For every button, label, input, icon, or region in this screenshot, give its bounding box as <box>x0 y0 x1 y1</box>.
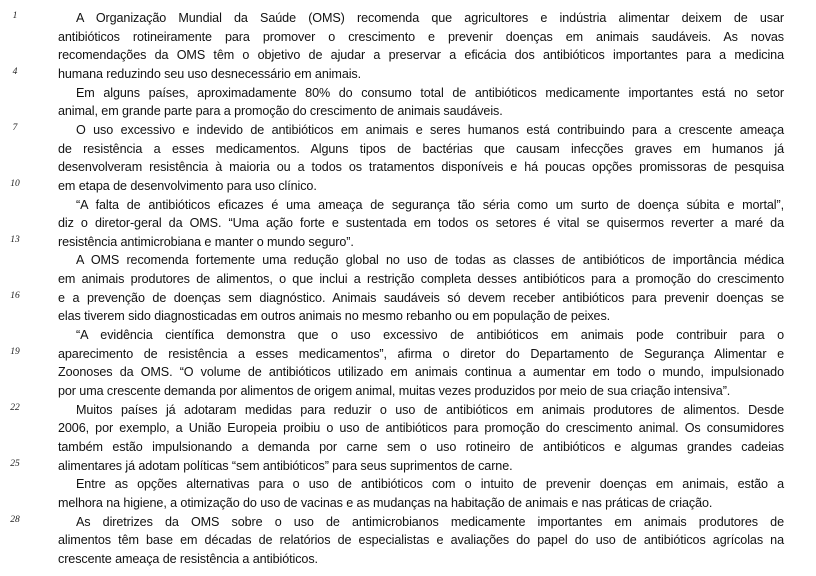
text-line <box>0 214 816 233</box>
text-line <box>0 233 816 252</box>
line-number: 28 <box>10 514 20 525</box>
line-text: recomendações da OMS têm o objetivo de ajudar a preservar a eficácia dos antibióticos importantes para a medicina <box>58 48 784 63</box>
text-line <box>0 382 816 401</box>
line-text: 2006, por exemplo, a União Europeia proibiu o uso de antibióticos para promoção do crescimento animal. Os consumidores <box>58 421 784 436</box>
line-text: e a prevenção de doenças sem diagnóstico. Animais saudáveis só devem receber antibióticos para prevenir doenças se <box>58 290 784 305</box>
line-text: crescente ameaça de resistência a antibióticos. <box>58 551 318 566</box>
line-text: resistência antimicrobiana e manter o mundo seguro”. <box>58 234 354 249</box>
text-line <box>0 28 816 47</box>
line-number: 25 <box>10 458 20 469</box>
line-text: O uso excessivo e indevido de antibióticos em animais e seres humanos está contribuindo para a crescente ameaça <box>76 122 784 137</box>
line-text: por uma crescente demanda por alimentos de origem animal, muitas vezes produzidos por meio de sua criação intensiva”. <box>58 384 731 398</box>
text-line <box>0 46 816 65</box>
line-text: animal, em grande parte para a promoção do crescimento de animais saudáveis. <box>58 104 503 119</box>
text-line <box>0 494 816 513</box>
text-line <box>0 550 816 569</box>
text-line <box>0 158 816 177</box>
line-text: desenvolveram resistência à maioria ou a todos os tratamentos disponíveis e há poucas opções promissoras de pesquisa <box>58 160 784 175</box>
text-line <box>0 475 816 494</box>
text-line <box>0 270 816 289</box>
line-text: Muitos países já adotaram medidas para reduzir o uso de antibióticos em animais produtores de alimentos. Desde <box>76 402 784 417</box>
line-text: aparecimento de resistência a esses medicamentos”, afirma o diretor do Departamento de Segurança Alimentar e <box>58 346 784 361</box>
line-text: Zoonoses da OMS. “O volume de antibióticos utilizado em animais continua a aumentar em todo o mundo, impulsionado <box>58 365 784 380</box>
line-text: alimentares já adotam políticas “sem antibióticos” para seus suprimentos de carne. <box>58 458 513 473</box>
line-number: 4 <box>12 66 18 77</box>
text-line <box>0 531 816 550</box>
line-number: 22 <box>10 402 20 413</box>
text-line <box>0 419 816 438</box>
line-number: 16 <box>10 290 20 301</box>
text-line <box>0 513 816 532</box>
text-line <box>0 84 816 103</box>
text-line <box>0 196 816 215</box>
line-text: As diretrizes da OMS sobre o uso de antimicrobianos medicamente importantes em animais produtores de <box>76 514 784 529</box>
text-line <box>0 438 816 457</box>
text-line <box>0 289 816 308</box>
line-number: 10 <box>10 178 20 189</box>
line-number: 1 <box>12 11 18 21</box>
line-number: 19 <box>10 346 20 357</box>
text-line <box>0 102 816 121</box>
line-number: 7 <box>12 122 18 133</box>
line-text: de resistência a esses medicamentos. Alguns tipos de bactérias que causam infecções graves em humanos já <box>58 141 784 156</box>
line-text: elas tiverem sido diagnosticadas em outros animais no mesmo rebanho ou em população de peixes. <box>58 309 611 324</box>
text-line <box>0 140 816 159</box>
line-text: Em alguns países, aproximadamente 80% do consumo total de antibióticos medicamente importantes está no setor <box>76 85 784 100</box>
line-text: Entre as opções alternativas para o uso de antibióticos com o intuito de prevenir doenças em animais, estão a <box>76 477 784 492</box>
line-text: em animais produtores de alimentos, o que inclui a restrição completa desses antibióticos para a promoção do crescimento <box>58 272 784 287</box>
text-line <box>0 307 816 326</box>
text-line <box>0 65 816 84</box>
text-line <box>0 401 816 420</box>
text-line <box>0 363 816 382</box>
text-line <box>0 345 816 364</box>
text-line <box>0 326 816 345</box>
text-line <box>0 457 816 476</box>
line-text: “A falta de antibióticos eficazes é uma ameaça de segurança tão séria como um surto de doença súbita e mortal”, <box>76 197 784 212</box>
line-text: alimentos têm base em décadas de relatórios de especialistas e avaliações do papel do uso de antibióticos agrícolas na <box>58 533 784 548</box>
text-line <box>0 121 816 140</box>
line-text: “A evidência científica demonstra que o uso excessivo de antibióticos em animais pode contribuir para o <box>76 328 784 343</box>
line-text: antibióticos rotineiramente para promover o crescimento e prevenir doenças em animais saudáveis. As novas <box>58 29 784 44</box>
text-line <box>0 251 816 270</box>
line-text: diz o diretor-geral da OMS. “Uma ação forte e sustentada em todos os setores é vital se quisermos reverter a maré da <box>58 216 784 231</box>
line-number: 13 <box>10 234 20 245</box>
line-text: em etapa de desenvolvimento para uso clínico. <box>58 178 317 193</box>
line-text: humana reduzindo seu uso desnecessário em animais. <box>58 66 362 81</box>
text-line <box>0 177 816 196</box>
line-text: A Organização Mundial da Saúde (OMS) recomenda que agricultores e indústria alimentar deixem de usar <box>76 11 784 25</box>
line-text: também estão impulsionando a demanda por carne sem o uso rotineiro de antibióticos e algumas grandes cadeias <box>58 439 784 454</box>
line-text: melhora na higiene, a otimização do uso de vacinas e as mudanças na habitação de animais e nas práticas de criação. <box>58 495 713 510</box>
line-text: A OMS recomenda fortemente uma redução global no uso de todas as classes de antibióticos de importância médica <box>76 253 784 268</box>
text-line <box>0 9 816 28</box>
